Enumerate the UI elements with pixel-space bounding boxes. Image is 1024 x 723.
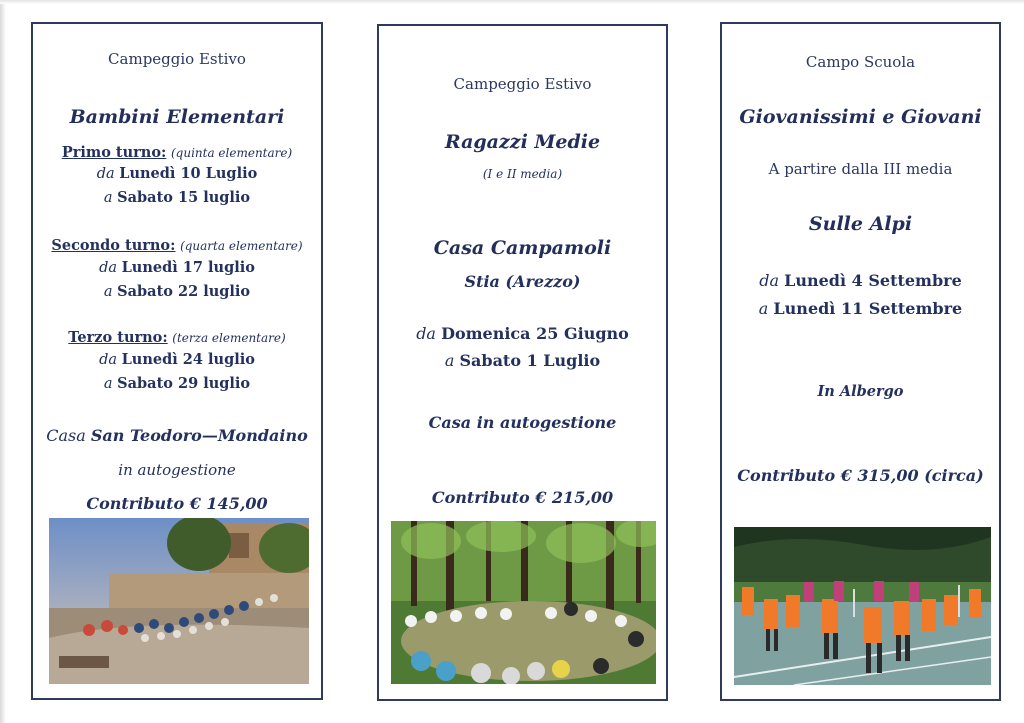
turno2-to: a Sabato 22 luglio xyxy=(103,283,251,300)
panel-note: A partire dalla III media xyxy=(768,160,953,178)
place-name: Casa Campamoli xyxy=(433,237,612,259)
panel-ragazzi-medie xyxy=(377,24,668,701)
turno1-label: Primo turno: xyxy=(61,144,167,161)
lodging: In Albergo xyxy=(817,383,904,400)
place-city: Stia (Arezzo) xyxy=(464,272,581,291)
turno2-label: Secondo turno: xyxy=(51,237,176,254)
contribution: Contributo € 315,00 (circa) xyxy=(737,466,984,485)
panel-heading: Campo Scuola xyxy=(805,53,916,71)
panel-note: (I e II media) xyxy=(482,167,563,181)
turno3-to: a Sabato 29 luglio xyxy=(103,375,251,392)
panel-bambini-elementari xyxy=(31,22,323,700)
panel-title: Bambini Elementari xyxy=(69,106,285,128)
date-to: a Sabato 1 Luglio xyxy=(444,351,601,370)
panel-title: Ragazzi Medie xyxy=(444,131,601,153)
scan-edge-top xyxy=(0,0,1024,4)
place-name: Sulle Alpi xyxy=(808,213,913,235)
photo-kids-campfire xyxy=(49,518,309,684)
panel-heading: Campeggio Estivo xyxy=(453,75,592,93)
contribution: Contributo € 145,00 xyxy=(86,494,268,513)
scan-edge xyxy=(0,0,6,723)
panel-title: Giovanissimi e Giovani xyxy=(739,106,982,128)
turno1-header xyxy=(33,144,321,161)
contribution: Contributo € 215,00 xyxy=(431,488,614,507)
date-from: da Lunedì 4 Settembre xyxy=(759,271,962,290)
photo-youth-circle xyxy=(734,527,991,685)
turno3-label: Terzo turno: xyxy=(68,329,168,346)
turno2-note: (quarta elementare) xyxy=(180,239,303,253)
turno1-note: (quinta elementare) xyxy=(170,146,293,160)
turno1-to: a Sabato 15 luglio xyxy=(103,189,251,206)
turno3-from: da Lunedì 24 luglio xyxy=(99,351,255,368)
place-mode: in autogestione xyxy=(118,461,236,479)
turno2-header xyxy=(33,237,321,254)
turno1-from: da Lunedì 10 Luglio xyxy=(96,165,258,182)
place-line: Casa San Teodoro—Mondaino xyxy=(46,426,308,445)
turno3-header xyxy=(33,329,321,346)
date-to: a Lunedì 11 Settembre xyxy=(758,299,963,318)
date-from: da Domenica 25 Giugno xyxy=(416,324,629,343)
turno3-note: (terza elementare) xyxy=(172,331,286,345)
panel-giovanissimi-giovani xyxy=(720,22,1001,701)
panel-heading: Campeggio Estivo xyxy=(108,50,246,68)
turno2-from: da Lunedì 17 luglio xyxy=(99,259,255,276)
house-mode: Casa in autogestione xyxy=(428,413,617,432)
photo-group-in-forest xyxy=(391,521,656,684)
